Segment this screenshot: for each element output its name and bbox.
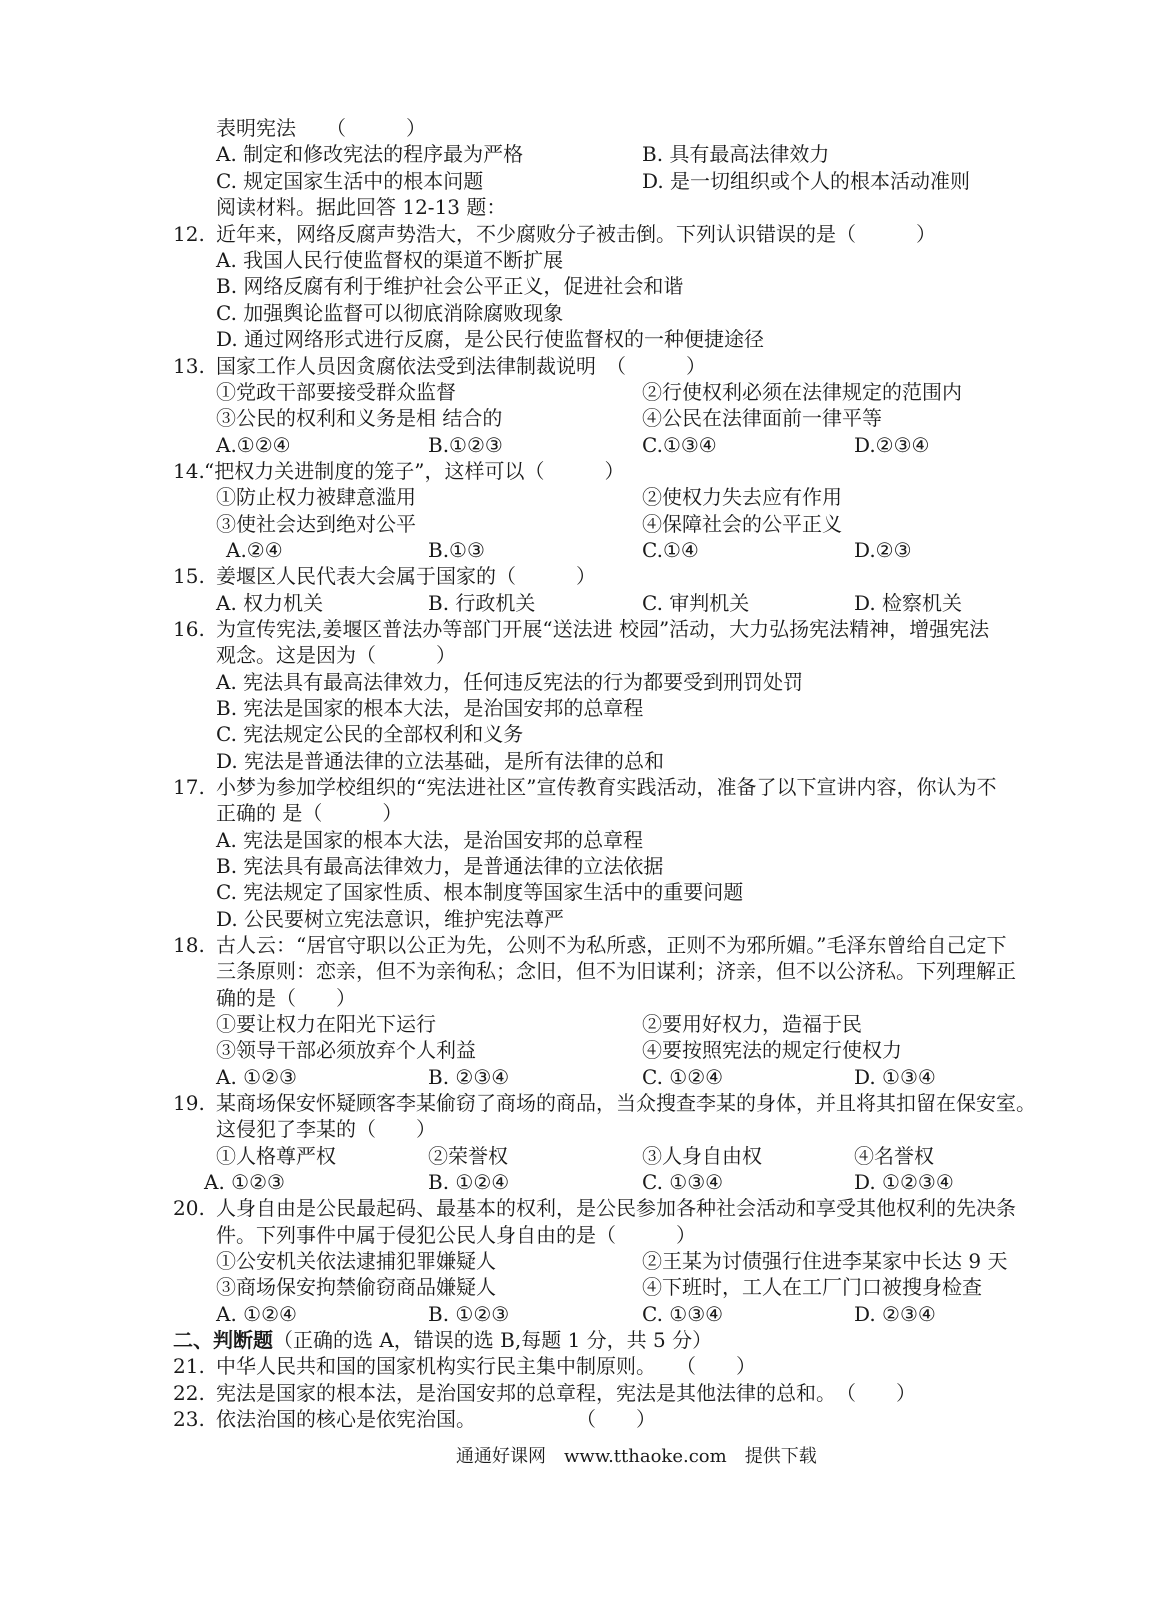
- q19-statement-1: ①人格尊严权: [216, 1144, 336, 1168]
- q14-statement-2: ②使权力失去应有作用: [642, 485, 842, 509]
- q16-stem-line-2: 观念。这是因为（ ）: [216, 643, 456, 667]
- q19-statement-3: ③人身自由权: [642, 1144, 762, 1168]
- q11-option-a: A. 制定和修改宪法的程序最为严格: [216, 142, 524, 166]
- footer-source: 通通好课网 www.tthaoke.com 提供下载: [456, 1446, 817, 1467]
- q13-statement-4: ④公民在法律面前一律平等: [642, 406, 882, 430]
- q20-statement-4: ④下班时，工人在工厂门口被搜身检查: [642, 1275, 982, 1299]
- q20-statement-3: ③商场保安拘禁偷窃商品嫌疑人: [216, 1275, 496, 1299]
- q17-stem-line-2: 正确的 是（ ）: [216, 801, 403, 825]
- q17-stem-line-1: 小梦为参加学校组织的“宪法进社区”宣传教育实践活动，准备了以下宣讲内容，你认为不: [216, 775, 997, 799]
- q12-stem: 近年来，网络反腐声势浩大，不少腐败分子被击倒。下列认识错误的是（ ）: [216, 222, 936, 246]
- q18-number: 18.: [173, 933, 205, 957]
- material-intro: 阅读材料。据此回答 12-13 题：: [216, 195, 507, 219]
- q17-option-c: C. 宪法规定了国家性质、根本制度等国家生活中的重要问题: [216, 880, 744, 904]
- q13-stem: 国家工作人员因贪腐依法受到法律制裁说明 （ ）: [216, 354, 706, 378]
- q17-number: 17.: [173, 775, 205, 799]
- q17-option-a: A. 宪法是国家的根本大法，是治国安邦的总章程: [216, 828, 644, 852]
- q17-option-d: D. 公民要树立宪法意识，维护宪法尊严: [216, 907, 565, 931]
- q12-option-a: A. 我国人民行使监督权的渠道不断扩展: [216, 248, 564, 272]
- q16-stem-line-1: 为宣传宪法,姜堰区普法办等部门开展“送法进 校园”活动，大力弘扬宪法精神，增强宪法: [216, 617, 990, 641]
- q19-stem-line-2: 这侵犯了李某的（ ）: [216, 1117, 436, 1141]
- q13-option-c: C.①③④: [642, 433, 717, 457]
- q11-option-b: B. 具有最高法律效力: [642, 142, 830, 166]
- q14-statement-3: ③使社会达到绝对公平: [216, 512, 416, 536]
- q19-stem-line-1: 某商场保安怀疑顾客李某偷窃了商场的商品，当众搜查李某的身体，并且将其扣留在保安室。: [216, 1091, 1036, 1115]
- q20-option-a: A. ①②④: [216, 1302, 297, 1326]
- q16-number: 16.: [173, 617, 205, 641]
- q14-statement-1: ①防止权力被肆意滥用: [216, 485, 416, 509]
- q22-text: 宪法是国家的根本法，是治国安邦的总章程，宪法是其他法律的总和。 （ ）: [216, 1381, 916, 1405]
- q12-number: 12.: [173, 222, 205, 246]
- q20-option-c: C. ①③④: [642, 1302, 724, 1326]
- q20-number: 20.: [173, 1196, 205, 1220]
- q15-option-d: D. 检察机关: [854, 591, 963, 615]
- q11-option-d: D. 是一切组织或个人的根本活动准则: [642, 169, 971, 193]
- section-heading: [173, 1328, 712, 1352]
- q21-number: 21.: [173, 1354, 205, 1378]
- q19-option-d: D. ①②③④: [854, 1170, 954, 1194]
- q13-statement-2: ②行使权利必须在法律规定的范围内: [642, 380, 962, 404]
- q13-statement-3: ③公民的权利和义务是相 结合的: [216, 406, 503, 430]
- q18-statement-2: ②要用好权力，造福于民: [642, 1012, 862, 1036]
- q14-statement-4: ④保障社会的公平正义: [642, 512, 842, 536]
- section-note: （正确的选 A，错误的选 B,每题 1 分，共 5 分）: [273, 1328, 713, 1352]
- q20-stem-line-2: 件。下列事件中属于侵犯公民人身自由的是（ ）: [216, 1223, 696, 1247]
- q20-option-b: B. ①②③: [428, 1302, 510, 1326]
- q12-option-b: B. 网络反腐有利于维护社会公平正义，促进社会和谐: [216, 274, 684, 298]
- q13-option-a: A.①②④: [216, 433, 291, 457]
- q20-stem-line-1: 人身自由是公民最起码、最基本的权利，是公民参加各种社会活动和享受其他权利的先决条: [216, 1196, 1016, 1220]
- q13-number: 13.: [173, 354, 205, 378]
- q15-option-a: A. 权力机关: [216, 591, 324, 615]
- q16-option-c: C. 宪法规定公民的全部权利和义务: [216, 722, 524, 746]
- q20-statement-2: ②王某为讨债强行住进李某家中长达 9 天: [642, 1249, 1008, 1273]
- q15-number: 15.: [173, 564, 205, 588]
- q18-option-c: C. ①②④: [642, 1065, 724, 1089]
- q20-statement-1: ①公安机关依法逮捕犯罪嫌疑人: [216, 1249, 496, 1273]
- q19-option-c: C. ①③④: [642, 1170, 724, 1194]
- q19-option-a: A. ①②③: [204, 1170, 285, 1194]
- q16-option-b: B. 宪法是国家的根本大法，是治国安邦的总章程: [216, 696, 644, 720]
- q13-statement-1: ①党政干部要接受群众监督: [216, 380, 456, 404]
- q20-option-d: D. ②③④: [854, 1302, 936, 1326]
- q11-stem-continued: 表明宪法 （ ）: [216, 116, 426, 140]
- q11-option-c: C. 规定国家生活中的根本问题: [216, 169, 484, 193]
- q14-option-d: D.②③: [854, 538, 912, 562]
- q18-option-d: D. ①③④: [854, 1065, 936, 1089]
- q13-option-b: B.①②③: [428, 433, 503, 457]
- q14-option-c: C.①④: [642, 538, 699, 562]
- q23-text: 依法治国的核心是依宪治国。 （ ）: [216, 1407, 656, 1431]
- q13-option-d: D.②③④: [854, 433, 930, 457]
- q15-option-b: B. 行政机关: [428, 591, 536, 615]
- q15-stem: 姜堰区人民代表大会属于国家的（ ）: [216, 564, 596, 588]
- q19-number: 19.: [173, 1091, 205, 1115]
- q14-option-b: B.①③: [428, 538, 485, 562]
- q18-stem-line-1: 古人云：“居官守职以公正为先，公则不为私所惑，正则不为邪所媚。”毛泽东曾给自己定下: [216, 933, 1007, 957]
- q23-number: 23.: [173, 1407, 205, 1431]
- q18-statement-1: ①要让权力在阳光下运行: [216, 1012, 436, 1036]
- q16-option-d: D. 宪法是普通法律的立法基础，是所有法律的总和: [216, 749, 665, 773]
- q19-option-b: B. ①②④: [428, 1170, 510, 1194]
- section-title: 二、判断题: [173, 1328, 273, 1352]
- q18-stem-line-2: 三条原则：恋亲，但不为亲徇私；念旧，但不为旧谋利；济亲，但不以公济私。下列理解正: [216, 959, 1016, 983]
- q21-text: 中华人民共和国的国家机构实行民主集中制原则。 （ ）: [216, 1354, 756, 1378]
- q18-option-b: B. ②③④: [428, 1065, 510, 1089]
- q14-option-a: A.②④: [226, 538, 283, 562]
- q15-option-c: C. 审判机关: [642, 591, 750, 615]
- q14-number: 14.: [173, 459, 205, 483]
- q22-number: 22.: [173, 1381, 205, 1405]
- q18-statement-3: ③领导干部必须放弃个人利益: [216, 1038, 476, 1062]
- q19-statement-2: ②荣誉权: [428, 1144, 508, 1168]
- q18-stem-line-3: 确的是（ ）: [216, 986, 356, 1010]
- q12-option-c: C. 加强舆论监督可以彻底消除腐败现象: [216, 301, 564, 325]
- q18-option-a: A. ①②③: [216, 1065, 297, 1089]
- q14-stem: “把权力关进制度的笼子”，这样可以（ ）: [204, 459, 625, 483]
- q18-statement-4: ④要按照宪法的规定行使权力: [642, 1038, 902, 1062]
- q19-statement-4: ④名誉权: [854, 1144, 934, 1168]
- q17-option-b: B. 宪法具有最高法律效力，是普通法律的立法依据: [216, 854, 664, 878]
- q12-option-d: D. 通过网络形式进行反腐，是公民行使监督权的一种便捷途径: [216, 327, 765, 351]
- q16-option-a: A. 宪法具有最高法律效力，任何违反宪法的行为都要受到刑罚处罚: [216, 670, 804, 694]
